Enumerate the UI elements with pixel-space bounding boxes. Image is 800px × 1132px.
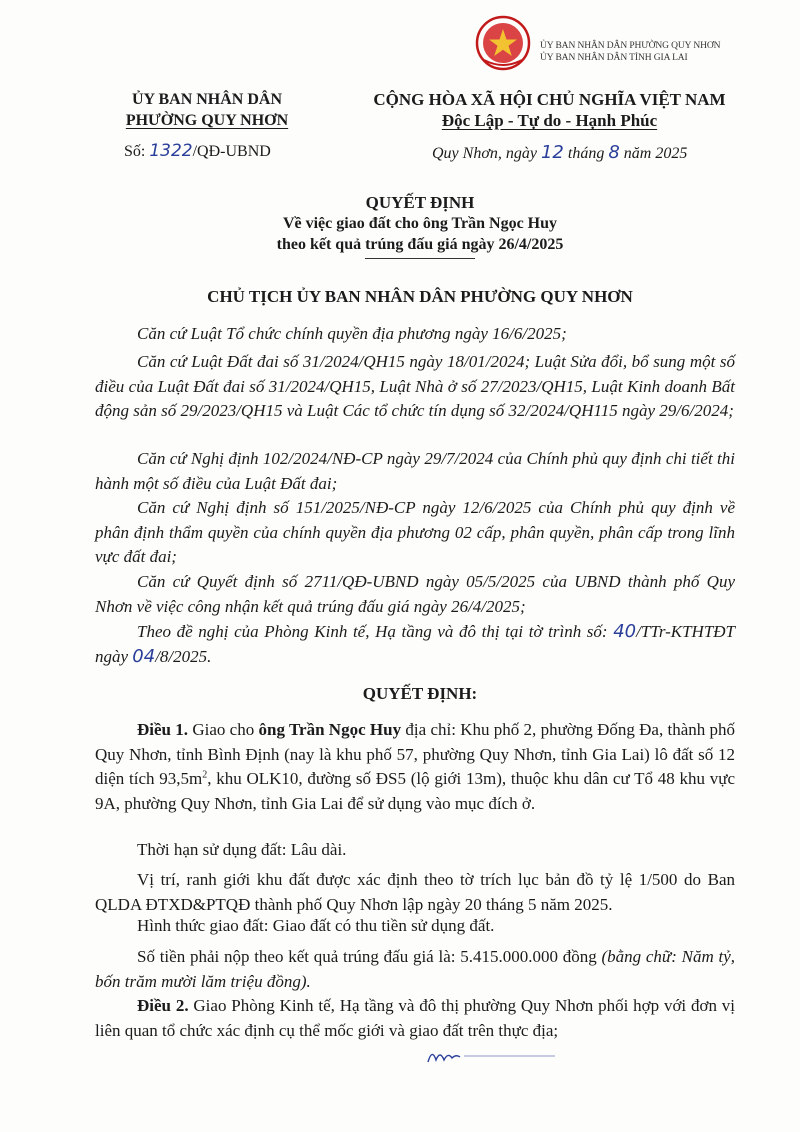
legal-basis-5: Căn cứ Quyết định số 2711/QĐ-UBND ngày 05/5/2025 của UBND thành phố Quy Nhơn về việc công nhận kết quả trúng đấu giá ngày 26/4/2025; (95, 572, 735, 616)
proposal-text-end: /8/2025. (155, 646, 212, 666)
seal-caption-line1: ỦY BAN NHÂN DÂN PHƯỜNG QUY NHƠN (540, 41, 721, 51)
nation-line1: CỘNG HÒA XÃ HỘI CHỦ NGHĨA VIỆT NAM (373, 90, 726, 109)
subject-line2: theo kết quả trúng đấu giá ngày 26/4/2025 (276, 236, 564, 253)
org-line1: ỦY BAN NHÂN DÂN (131, 91, 283, 108)
number-handwritten: 1322 (149, 141, 193, 161)
date-mid: tháng (567, 145, 605, 162)
date-prefix: Quy Nhơn, ngày (432, 145, 537, 162)
nation-line2: Độc Lập - Tự do - Hạnh Phúc (441, 111, 658, 130)
proposal-text-mid: /TTr-KTHTĐT ngày (95, 622, 736, 666)
payment-in-words: (bằng chữ: Năm tỷ, bốn trăm mười lăm triệu đồng). (95, 947, 735, 991)
article-1 (95, 718, 735, 816)
document-subject (100, 213, 740, 255)
proposal-number-handwritten: 40 (613, 621, 637, 642)
payment-amount (95, 945, 735, 994)
proposal-text-start: Theo đề nghị của Phòng Kinh tế, Hạ tầng và đô thị tại tờ trình số: (137, 622, 608, 641)
number-suffix: /QĐ-UBND (192, 143, 271, 160)
issue-date (432, 142, 687, 163)
legal-basis-1: Căn cứ Luật Tổ chức chính quyền địa phương ngày 16/6/2025; (137, 324, 567, 343)
article-2 (95, 994, 735, 1043)
org-line2: PHƯỜNG QUY NHƠN (125, 112, 289, 129)
legal-basis-2: Căn cứ Luật Đất đai số 31/2024/QH15 ngày 18/01/2024; Luật Sửa đổi, bổ sung một số điều của Luật Đất đai số 31/2024/QH15, Luật Nhà ở số 27/2023/QH15, Luật Kinh doanh Bất động sản số 29/2023/QH15 và Luật Các tổ chức tín dụng số 32/2024/QH115 ngày 29/6/2024; (95, 352, 735, 420)
issuing-authority: CHỦ TỊCH ỦY BAN NHÂN DÂN PHƯỜNG QUY NHƠN (207, 287, 633, 306)
nation-header (352, 89, 747, 131)
article-1-label: Điều 1. (137, 720, 189, 739)
subject-line1: Về việc giao đất cho ông Trần Ngọc Huy (282, 215, 558, 232)
area-unit-superscript: 2 (202, 769, 208, 781)
payment-text: Số tiền phải nộp theo kết quả trúng đấu giá là: 5.415.000.000 đồng (137, 947, 597, 966)
article-1-text-c: , khu OLK10, đường số ĐS5 (lộ giới 13m), thuộc khu dân cư Tổ 48 khu vực 9A, phường Quy Nhơn, tỉnh Gia Lai để sử dụng vào mục đích ở. (95, 769, 736, 813)
legal-basis-3: Căn cứ Nghị định 102/2024/NĐ-CP ngày 29/7/2024 của Chính phủ quy định chi tiết thi hành một số điều của Luật Đất đai; (95, 449, 735, 493)
article-1-person: ông Trần Ngọc Huy (258, 720, 402, 739)
allocation-form: Hình thức giao đất: Giao đất có thu tiền sử dụng đất. (137, 916, 495, 935)
state-emblem-seal (474, 14, 532, 72)
title-divider (365, 258, 475, 259)
seal-caption-line2: ỦY BAN NHÂN DÂN TỈNH GIA LAI (540, 53, 688, 63)
document-number (124, 141, 271, 161)
land-use-term: Thời hạn sử dụng đất: Lâu dài. (137, 840, 347, 859)
proposal-day-handwritten: 04 (132, 645, 156, 667)
decision-heading: QUYẾT ĐỊNH: (362, 684, 478, 703)
org-name (92, 89, 322, 131)
land-location: Vị trí, ranh giới khu đất được xác định theo tờ trích lục bản đồ tỷ lệ 1/500 do Ban QLDA ĐTXD&PTQĐ thành phố Quy Nhơn lập ngày 20 tháng 5 năm 2025. (95, 870, 735, 914)
article-1-text-a: Giao cho (192, 720, 255, 739)
article-2-text: Giao Phòng Kinh tế, Hạ tầng và đô thị phường Quy Nhơn phối hợp với đơn vị liên quan tổ chức xác định cụ thể mốc giới và giao đất trên thực địa; (95, 996, 736, 1040)
date-month: 8 (608, 142, 620, 163)
date-day: 12 (540, 142, 564, 163)
initial-signature (420, 1040, 560, 1070)
date-suffix: năm 2025 (623, 145, 688, 162)
legal-basis-4: Căn cứ Nghị định số 151/2025/NĐ-CP ngày 12/6/2025 của Chính phủ quy định về phân định thẩm quyền của chính quyền địa phương 02 cấp, phân quyền, phân cấp trong lĩnh vực đất đai; (95, 498, 735, 566)
document-title: QUYẾT ĐỊNH (365, 193, 475, 212)
article-2-label: Điều 2. (137, 996, 189, 1015)
proposal-basis (95, 620, 735, 669)
number-prefix: Số: (124, 143, 146, 160)
article-1-text-b: địa chỉ: Khu phố 2, phường Đống Đa, thành phố Quy Nhơn, tỉnh Bình Định (nay là khu phố 57, phường Quy Nhơn, tỉnh Gia Lai) lô đất số 12 diện tích 93,5m (95, 720, 736, 788)
